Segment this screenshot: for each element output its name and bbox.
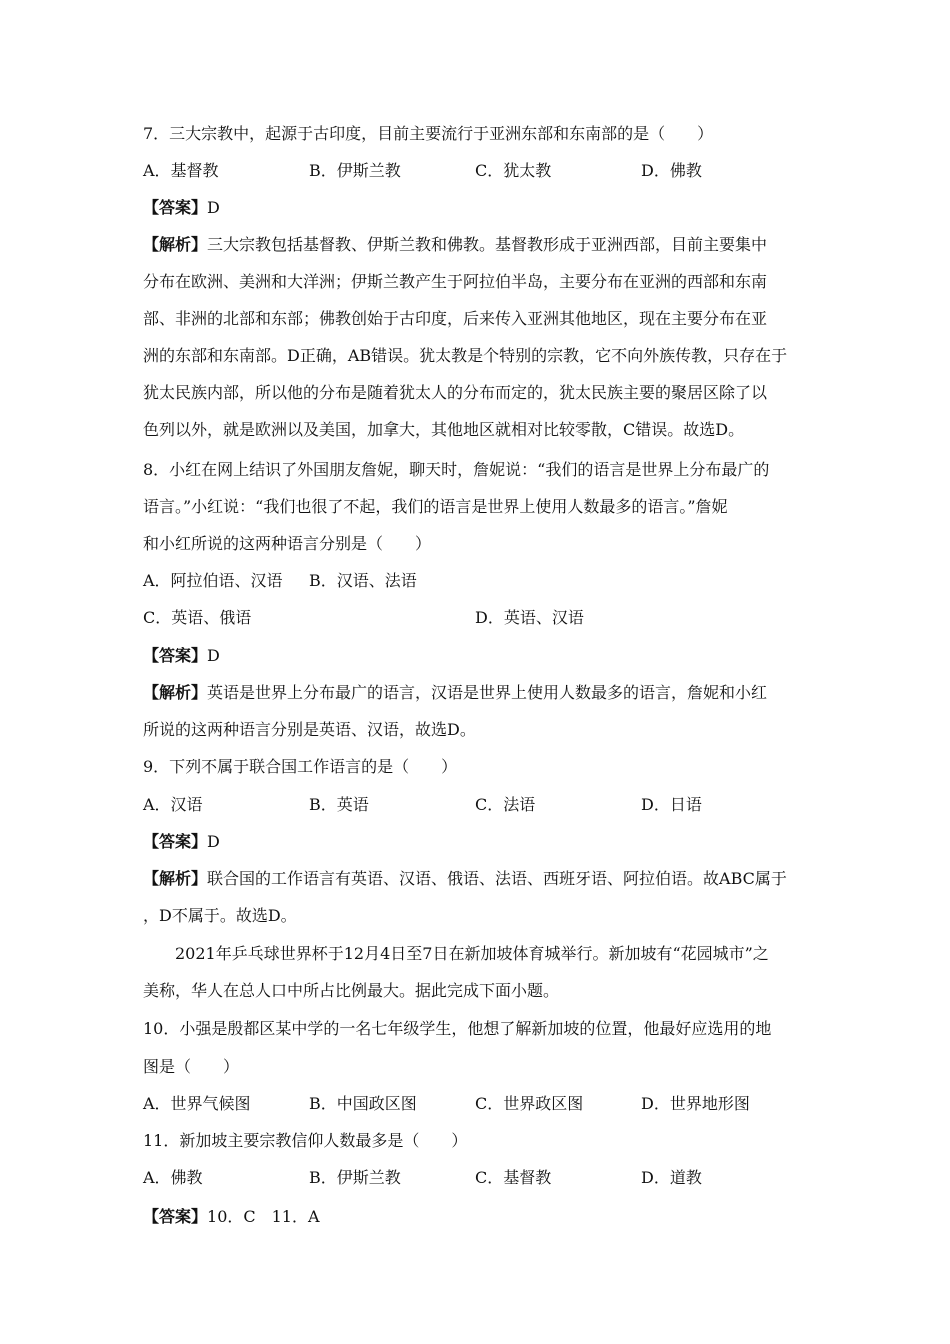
q7-analysis-line: 犹太民族内部，所以他的分布是随着犹太人的分布而定的，犹太民族主要的聚居区除了以 [143, 383, 768, 402]
q7-analysis-line: 色列以外，就是欧洲以及美国，加拿大，其他地区就相对比较零散，C错误。故选D。 [143, 420, 745, 439]
q7-option-d: D．佛教 [641, 161, 702, 180]
q11-option-b: B．伊斯兰教 [309, 1168, 401, 1187]
answer-value: D [207, 832, 220, 851]
q7-analysis-line: 部、非洲的北部和东部；佛教创始于古印度，后来传入亚洲其他地区，现在主要分布在亚 [143, 309, 768, 328]
q8-option-d: D．英语、汉语 [475, 608, 584, 627]
answer-label: 【答案】 [143, 1207, 208, 1226]
q10-stem-line: 10．小强是殷都区某中学的一名七年级学生，他想了解新加坡的位置，他最好应选用的地 [143, 1019, 772, 1038]
q11-stem: 11．新加坡主要宗教信仰人数最多是（ ） [143, 1131, 468, 1150]
q10-option-c: C．世界政区图 [475, 1094, 584, 1113]
q9-analysis-line: ，D不属于。故选D。 [143, 906, 297, 925]
q7-option-c: C．犹太教 [475, 161, 552, 180]
q9-stem: 9．下列不属于联合国工作语言的是（ ） [143, 757, 458, 776]
analysis-label: 【解析】 [143, 683, 208, 702]
q9-answer [143, 831, 220, 853]
answer-value: D [207, 646, 220, 665]
q10-option-a: A．世界气候图 [143, 1094, 251, 1113]
q10-option-b: B．中国政区图 [309, 1094, 417, 1113]
answer-label: 【答案】 [143, 646, 208, 665]
passage-line: 美称，华人在总人口中所占比例最大。据此完成下面小题。 [143, 981, 560, 1000]
q9-option-d: D．日语 [641, 795, 702, 814]
q11-option-c: C．基督教 [475, 1168, 552, 1187]
q8-stem-line: 语言。”小红说：“我们也很了不起，我们的语言是世界上使用人数最多的语言。”詹妮 [143, 497, 728, 516]
q11-option-d: D．道教 [641, 1168, 702, 1187]
passage-line: 2021年乒乓球世界杯于12月4日至7日在新加坡体育城举行。新加坡有“花园城市”之 [175, 944, 769, 963]
q9-analysis-line: 【解析】联合国的工作语言有英语、汉语、俄语、法语、西班牙语、阿拉伯语。故ABC属于 [143, 869, 787, 888]
q7-stem: 7．三大宗教中，起源于古印度，目前主要流行于亚洲东部和东南部的是（ ） [143, 124, 714, 143]
q8-option-a: A．阿拉伯语、汉语 [143, 571, 283, 590]
q8-answer [143, 645, 220, 667]
q9-option-c: C．法语 [475, 795, 536, 814]
analysis-label: 【解析】 [143, 235, 208, 254]
q7-option-a: A．基督教 [143, 161, 219, 180]
answer-label: 【答案】 [143, 198, 208, 217]
answer-value: 10．C 11．A [207, 1207, 320, 1226]
q7-analysis-line: 分布在欧洲、美洲和大洋洲；伊斯兰教产生于阿拉伯半岛，主要分布在亚洲的西部和东南 [143, 272, 768, 291]
q11-option-a: A．佛教 [143, 1168, 203, 1187]
q10-11-answer [143, 1206, 320, 1228]
q8-stem-line: 8．小红在网上结识了外国朋友詹妮，聊天时，詹妮说：“我们的语言是世界上分布最广的 [143, 460, 770, 479]
analysis-label: 【解析】 [143, 869, 208, 888]
q10-option-d: D．世界地形图 [641, 1094, 750, 1113]
q9-option-b: B．英语 [309, 795, 369, 814]
q8-stem-line: 和小红所说的这两种语言分别是（ ） [143, 534, 432, 553]
q7-analysis-line: 【解析】三大宗教包括基督教、伊斯兰教和佛教。基督教形成于亚洲西部，目前主要集中 [143, 235, 768, 254]
q7-option-b: B．伊斯兰教 [309, 161, 401, 180]
q8-option-b: B．汉语、法语 [309, 571, 417, 590]
q8-option-c: C．英语、俄语 [143, 608, 252, 627]
q8-analysis-line: 所说的这两种语言分别是英语、汉语，故选D。 [143, 720, 476, 739]
q8-analysis-line: 【解析】英语是世界上分布最广的语言，汉语是世界上使用人数最多的语言，詹妮和小红 [143, 683, 768, 702]
answer-label: 【答案】 [143, 832, 208, 851]
q10-stem-line: 图是（ ） [143, 1057, 240, 1076]
answer-value: D [207, 198, 220, 217]
q9-option-a: A．汉语 [143, 795, 203, 814]
q7-analysis-line: 洲的东部和东南部。D正确，AB错误。犹太教是个特别的宗教，它不向外族传教，只存在于 [143, 346, 788, 365]
q7-answer [143, 197, 220, 219]
